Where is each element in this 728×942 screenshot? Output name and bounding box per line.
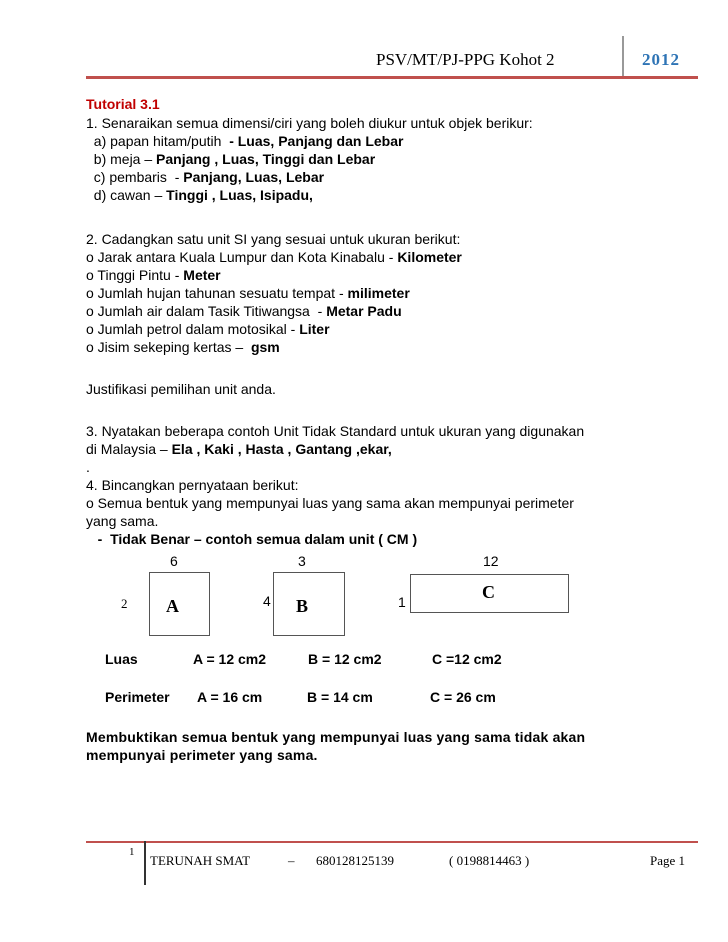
q2-item: o Jarak antara Kuala Lumpur dan Kota Kinabalu - Kilometer bbox=[86, 249, 462, 265]
area-b: B = 12 cm2 bbox=[308, 651, 382, 667]
footer-name: TERUNAH SMAT bbox=[150, 853, 251, 868]
shape-b-height: 4 bbox=[263, 593, 271, 609]
q2-item: o Tinggi Pintu - Meter bbox=[86, 267, 221, 283]
q1-item-a: a) papan hitam/putih - Luas, Panjang dan Lebar bbox=[86, 133, 404, 149]
footer-page-label: Page 1 bbox=[650, 853, 686, 868]
header-year: 2012 bbox=[642, 50, 680, 69]
perimeter-label: Perimeter bbox=[105, 689, 170, 705]
shape-a-height: 2 bbox=[121, 596, 128, 611]
footer-page-number: 1 bbox=[129, 846, 135, 858]
shape-a-width: 6 bbox=[170, 553, 178, 569]
footer-dash: – bbox=[288, 853, 295, 868]
shape-a-rectangle bbox=[149, 572, 210, 636]
header-title: PSV/MT/PJ-PPG Kohot 2 bbox=[376, 50, 555, 69]
area-label: Luas bbox=[105, 651, 138, 667]
q4-statement-2: yang sama. bbox=[86, 513, 159, 529]
q2-item: o Jumlah air dalam Tasik Titiwangsa - Metar Padu bbox=[86, 303, 402, 319]
q1-item-c: c) pembaris - Panjang, Luas, Lebar bbox=[86, 169, 325, 185]
q4-answer: - Tidak Benar – contoh semua dalam unit ( CM ) bbox=[86, 531, 418, 547]
q2-item: o Jisim sekeping kertas – gsm bbox=[86, 339, 280, 355]
tutorial-heading: Tutorial 3.1 bbox=[86, 96, 160, 112]
q3-dot: . bbox=[86, 459, 90, 475]
q2-justification: Justifikasi pemilihan unit anda. bbox=[86, 381, 276, 397]
q1-text: 1. Senaraikan semua dimensi/ciri yang boleh diukur untuk objek berikur: bbox=[86, 115, 533, 131]
footer-rule bbox=[86, 841, 698, 843]
footer-id: 680128125139 bbox=[316, 853, 394, 868]
shape-b-rectangle bbox=[273, 572, 345, 636]
perimeter-c: C = 26 cm bbox=[430, 689, 496, 705]
q2-text: 2. Cadangkan satu unit SI yang sesuai untuk ukuran berikut: bbox=[86, 231, 461, 247]
q3-line1: 3. Nyatakan beberapa contoh Unit Tidak Standard untuk ukuran yang digunakan bbox=[86, 423, 585, 439]
shape-c-height: 1 bbox=[398, 594, 406, 610]
perimeter-b: B = 14 cm bbox=[307, 689, 373, 705]
area-c: C =12 cm2 bbox=[432, 651, 502, 667]
q1-item-d: d) cawan – Tinggi , Luas, Isipadu, bbox=[86, 187, 313, 203]
q2-item: o Jumlah hujan tahunan sesuatu tempat - milimeter bbox=[86, 285, 410, 301]
shape-c-width: 12 bbox=[483, 553, 499, 569]
footer-separator bbox=[144, 841, 146, 885]
shape-c-label: C bbox=[482, 582, 495, 602]
conclusion-line-1: Membuktikan semua bentuk yang mempunyai luas yang sama tidak akan bbox=[86, 729, 586, 745]
q4-text: 4. Bincangkan pernyataan berikut: bbox=[86, 477, 299, 493]
shape-a-label: A bbox=[166, 596, 179, 616]
q4-statement-1: o Semua bentuk yang mempunyai luas yang sama akan mempunyai perimeter bbox=[86, 495, 574, 511]
q2-item: o Jumlah petrol dalam motosikal - Liter bbox=[86, 321, 330, 337]
perimeter-a: A = 16 cm bbox=[197, 689, 263, 705]
header-rule bbox=[86, 76, 698, 79]
q1-item-b: b) meja – Panjang , Luas, Tinggi dan Lebar bbox=[86, 151, 376, 167]
area-a: A = 12 cm2 bbox=[193, 651, 267, 667]
footer-phone: ( 0198814463 ) bbox=[449, 853, 530, 868]
header-separator bbox=[622, 36, 624, 76]
shape-b-label: B bbox=[296, 596, 309, 616]
conclusion-line-2: mempunyai perimeter yang sama. bbox=[86, 747, 318, 763]
shape-b-width: 3 bbox=[298, 553, 306, 569]
q3-line2: di Malaysia – Ela , Kaki , Hasta , Gantang ,ekar, bbox=[86, 441, 392, 457]
